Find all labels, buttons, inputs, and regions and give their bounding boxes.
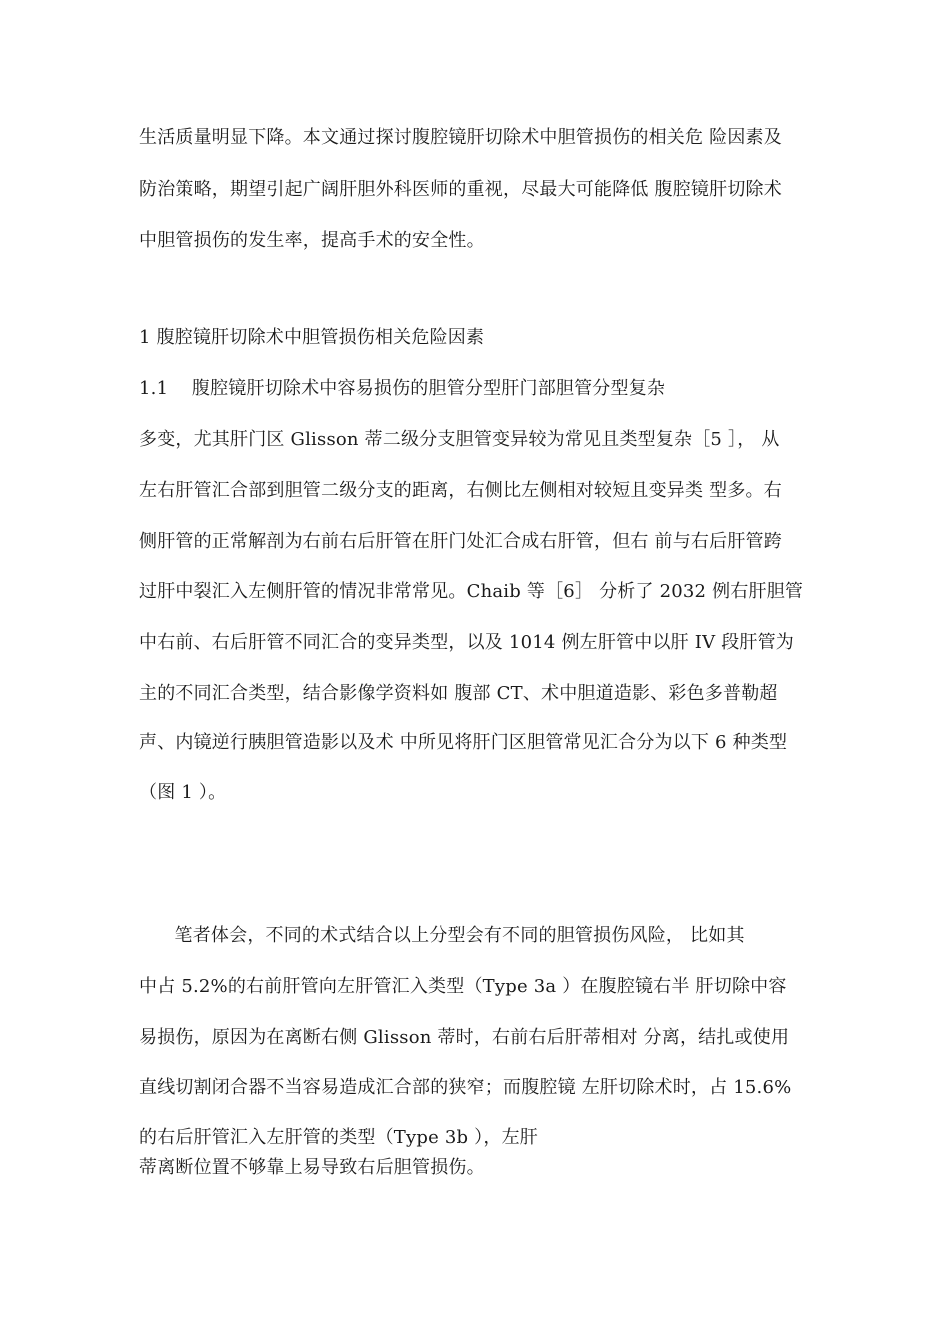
paragraph-line: （图 1 ）。	[139, 782, 227, 803]
paragraph-line: 过肝中裂汇入左侧肝管的情况非常常见。Chaib 等［6］ 分析了 2032 例右肝胆管	[139, 581, 804, 602]
paragraph-line: 中右前、右后肝管不同汇合的变异类型，以及 1014 例左肝管中以肝 IV 段肝管为	[139, 632, 795, 653]
note-line: 易损伤，原因为在离断右侧 Glisson 蒂时，右前右后肝蒂相对 分离，结扎或使用	[139, 1027, 790, 1048]
note-line: 笔者体会，不同的术式结合以上分型会有不同的胆管损伤风险， 比如其	[139, 925, 745, 946]
paragraph-line: 左右肝管汇合部到胆管二级分支的距离，右侧比左侧相对较短且变异类 型多。右	[139, 480, 782, 501]
note-line: 直线切割闭合器不当容易造成汇合部的狭窄；而腹腔镜 左肝切除术时，占 15.6%	[139, 1077, 792, 1098]
section-heading: 1 腹腔镜肝切除术中胆管损伤相关危险因素	[139, 327, 485, 348]
note-line: 的右后肝管汇入左肝管的类型（Type 3b ），左肝	[139, 1127, 538, 1148]
paragraph-line: 多变，尤其肝门区 Glisson 蒂二级分支胆管变异较为常见且类型复杂［5 ］， 从	[139, 429, 780, 450]
intro-line: 生活质量明显下降。本文通过探讨腹腔镜肝切除术中胆管损伤的相关危 险因素及	[139, 127, 782, 148]
note-line: 中占 5.2%的右前肝管向左肝管汇入类型（Type 3a ）在腹腔镜右半 肝切除中容	[139, 976, 787, 997]
subsection-heading: 1.1 腹腔镜肝切除术中容易损伤的胆管分型肝门部胆管分型复杂	[139, 378, 666, 399]
paragraph-line: 主的不同汇合类型，结合影像学资料如 腹部 CT、术中胆道造影、彩色多普勒超	[139, 683, 778, 704]
paragraph-line: 侧肝管的正常解剖为右前右后肝管在肝门处汇合成右肝管，但右 前与右后肝管跨	[139, 531, 782, 552]
intro-line: 中胆管损伤的发生率，提高手术的安全性。	[139, 230, 485, 251]
paragraph-line: 声、内镜逆行胰胆管造影以及术 中所见将肝门区胆管常见汇合分为以下 6 种类型	[139, 732, 788, 753]
note-line: 蒂离断位置不够靠上易导致右后胆管损伤。	[139, 1157, 485, 1178]
intro-line: 防治策略，期望引起广阔肝胆外科医师的重视，尽最大可能降低 腹腔镜肝切除术	[139, 179, 782, 200]
